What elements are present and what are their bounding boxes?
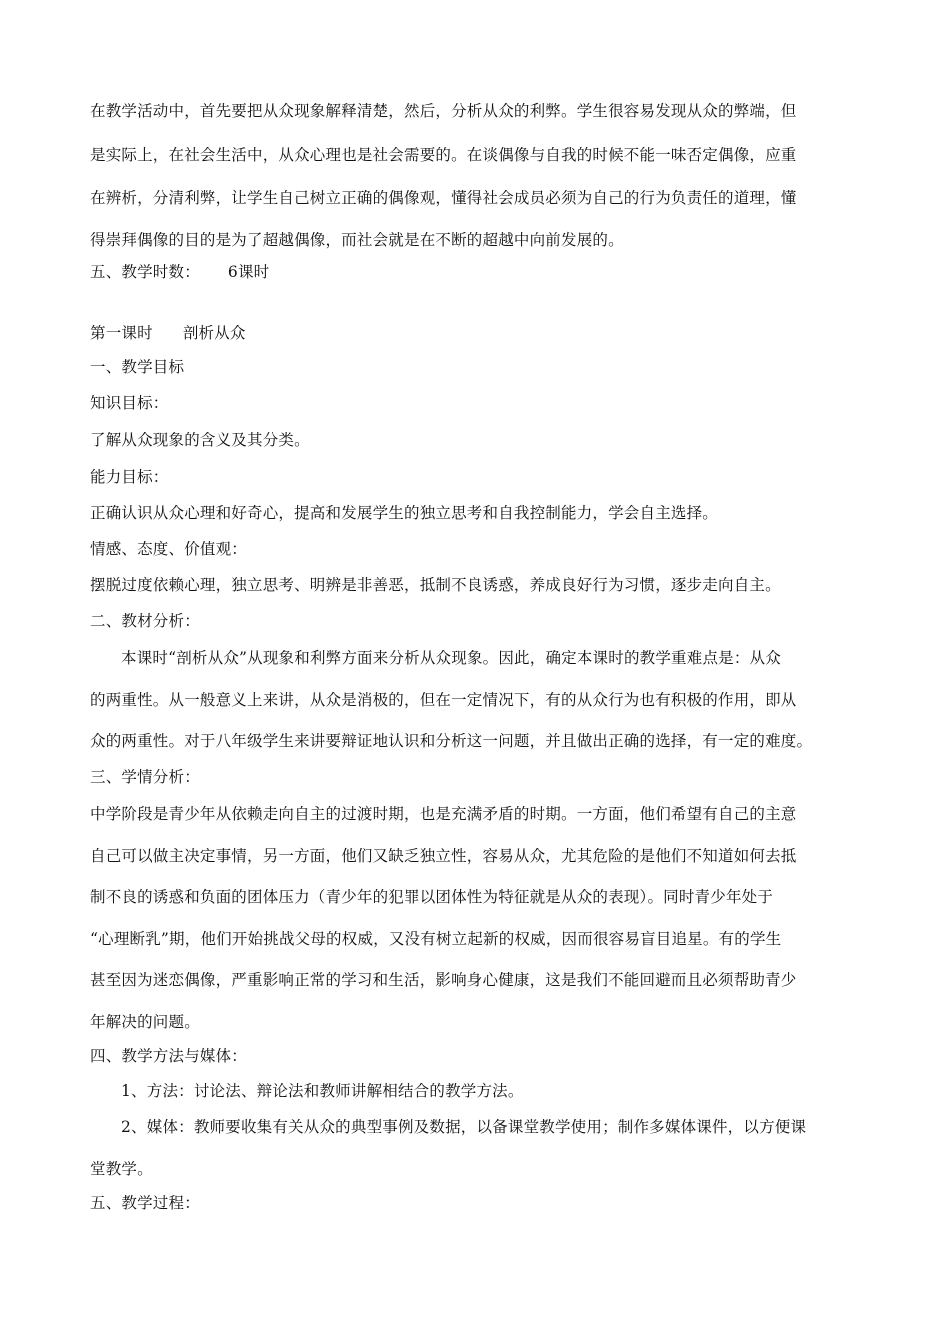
knowledge-label: 知识目标： [90,394,169,412]
material-line-2: 的两重性。从一般意义上来讲，从众是消极的，但在一定情况下，有的从众行为也有积极的作用，即从 [90,691,797,709]
students-line-2: 自己可以做主决定事情，另一方面，他们又缺乏独立性，容易从众，尤其危险的是他们不知道如何去抵 [90,847,797,865]
students-line-1: 中学阶段是青少年从依赖走向自主的过渡时期，也是充满矛盾的时期。一方面，他们希望有自己的主意 [90,805,797,823]
methods-method-line: 1、方法：讨论法、辩论法和教师讲解相结合的教学方法。 [121,1082,524,1100]
methods-media-line-1: 2、媒体：教师要收集有关从众的典型事例及数据，以备课堂教学使用；制作多媒体课件，以方便课 [121,1118,807,1136]
students-line-6: 年解决的问题。 [90,1013,200,1031]
students-line-3: 制不良的诱惑和负面的团体压力（青少年的犯罪以团体性为特征就是从众的表现）。同时青少年处于 [90,888,774,906]
students-line-4: “心理断乳”期，他们开始挑战父母的权威，又没有树立起新的权威，因而很容易盲目追星。有的学生 [90,930,782,948]
students-heading: 三、学情分析： [90,768,200,786]
objectives-heading: 一、教学目标 [90,358,185,376]
ability-label: 能力目标： [90,468,169,486]
intro-line-1: 在教学活动中，首先要把从众现象解释清楚，然后，分析从众的利弊。学生很容易发现从众的弊端，但 [90,102,797,120]
intro-line-3: 在辨析，分清利弊，让学生自己树立正确的偶像观，懂得社会成员必须为自己的行为负责任的道理，懂 [90,189,797,207]
hours-value: 6课时 [227,263,270,281]
ability-text: 正确认识从众心理和好奇心，提高和发展学生的独立思考和自我控制能力，学会自主选择。 [90,504,719,522]
material-heading: 二、教材分析： [90,612,200,630]
students-line-5: 甚至因为迷恋偶像，严重影响正常的学习和生活，影响身心健康，这是我们不能回避而且必须帮助青少 [90,971,797,989]
intro-line-4: 得崇拜偶像的目的是为了超越偶像，而社会就是在不断的超越中向前发展的。 [90,231,624,249]
hours-row [90,262,269,282]
emotion-text: 摆脱过度依赖心理，独立思考、明辨是非善恶，抵制不良诱惑，养成良好行为习惯，逐步走向自主。 [90,576,781,594]
lesson-title [90,323,246,343]
emotion-label: 情感、态度、价值观： [90,540,248,558]
hours-label: 五、教学时数： [90,263,200,281]
lesson-title-name: 剖析从众 [182,324,246,342]
knowledge-text: 了解从众现象的含义及其分类。 [90,431,310,449]
material-line-3: 众的两重性。对于八年级学生来讲要辩证地认识和分析这一问题，并且做出正确的选择，有一定的难度。 [90,732,813,750]
material-line-1: 本课时“剖析从众”从现象和利弊方面来分析从众现象。因此，确定本课时的教学重难点是：从众 [121,649,781,667]
intro-line-2: 是实际上，在社会生活中，从众心理也是社会需要的。在谈偶像与自我的时候不能一味否定偶像，应重 [90,146,797,164]
methods-heading: 四、教学方法与媒体： [90,1047,248,1065]
process-heading: 五、教学过程： [90,1194,200,1212]
methods-media-line-2: 堂教学。 [90,1160,153,1178]
lesson-title-prefix: 第一课时 [90,324,153,342]
